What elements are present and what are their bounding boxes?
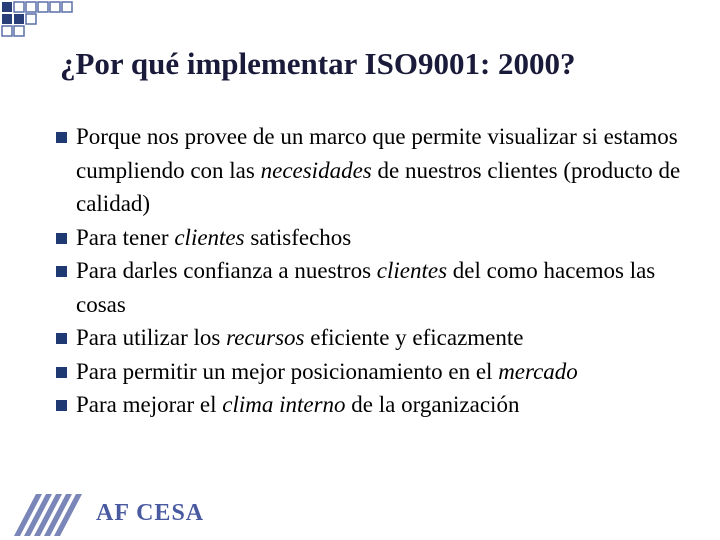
corner-squares-decoration <box>0 0 80 50</box>
square-bullet-icon <box>56 266 67 277</box>
bullet-text-italic: clientes <box>174 224 245 250</box>
square-bullet-icon <box>56 233 67 244</box>
slide-title: ¿Por qué implementar ISO9001: 2000? <box>60 46 576 81</box>
bullet-text: Para darles confianza a nuestros <box>76 258 377 283</box>
bullet-text: Para permitir un mejor posicionamiento en el <box>76 358 499 384</box>
bullet-text: Para utilizar los <box>76 325 227 350</box>
bullet-text: Para mejorar el <box>76 392 223 417</box>
bullet-text: Porque nos provee de un marco que permite visualizar si estamos cumpliendo con las <box>76 124 678 183</box>
bullet-text: de la organización <box>345 392 520 417</box>
bullet-text: satisfechos <box>244 224 352 250</box>
bullet-text: del como hacemos las cosas <box>76 258 656 317</box>
bullet-text: de nuestros clientes (producto de calidad) <box>76 157 681 216</box>
bullet-text-italic: mercado <box>498 358 578 384</box>
bullet-text-italic: necesidades <box>260 157 372 183</box>
bullet-text-italic: clima interno <box>222 392 346 417</box>
bullet-item <box>52 254 692 321</box>
bullet-item <box>52 388 692 422</box>
bullet-text-italic: clientes <box>376 258 448 283</box>
bullet-list <box>52 120 692 422</box>
square-bullet-icon <box>56 367 67 378</box>
logo-text: AF CESA <box>96 500 205 526</box>
square-bullet-icon <box>56 333 67 344</box>
bullet-text: eficiente y eficazmente <box>304 325 524 350</box>
bullet-item <box>52 355 692 389</box>
bullet-text: Para tener <box>76 224 175 250</box>
bullet-text-italic: recursos <box>226 325 305 350</box>
bullet-item <box>52 120 692 221</box>
square-bullet-icon <box>56 132 67 143</box>
bullet-item <box>52 221 692 255</box>
square-bullet-icon <box>56 400 67 411</box>
bullet-item <box>52 321 692 355</box>
